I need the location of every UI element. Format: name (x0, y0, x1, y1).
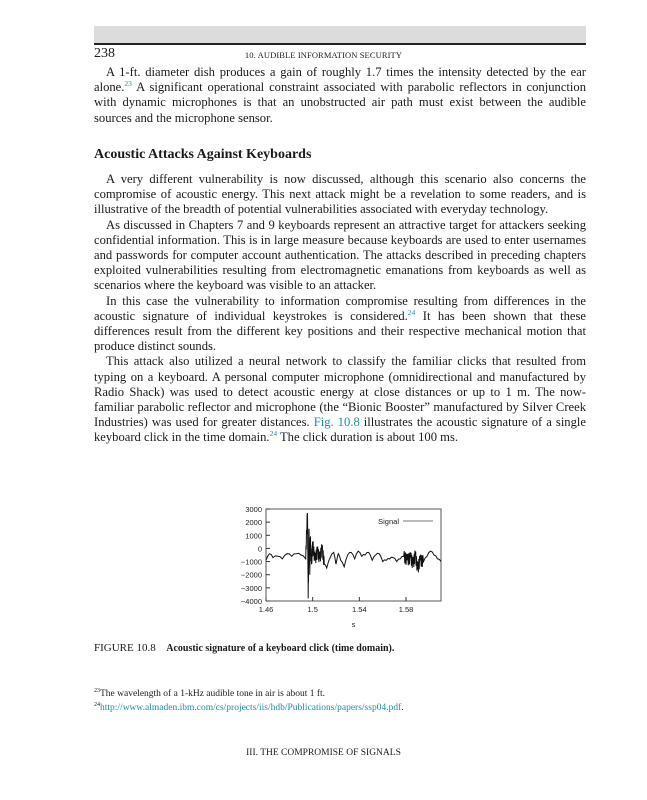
figure-label: FIGURE 10.8 (94, 642, 156, 654)
figure-caption (94, 642, 394, 654)
footnote-24-number: 24 (94, 702, 100, 708)
paragraph-3 (94, 294, 586, 355)
footnote-ref-24b[interactable]: 24 (269, 429, 278, 439)
paragraph-4-text-2: illustrates the acoustic signature of a single keyboard click in the time domain. (94, 415, 586, 445)
x-tick-label: 1.5 (307, 605, 318, 614)
footnote-24-link[interactable]: http://www.almaden.ibm.com/cs/projects/iis/hdb/Publications/papers/ssp04.pdf (100, 703, 402, 713)
figure-link[interactable]: Fig. 10.8 (313, 415, 360, 430)
header-band (94, 26, 586, 43)
legend-label: Signal (378, 517, 399, 526)
paragraph-1: A very different vulnerability is now discussed, although this scenario also concerns the compromise of acoustic energy. This next attack might be a revelation to some readers, and is illustrative of the breadth of potential vulnerabilities associated with everyday technology. (94, 172, 586, 217)
intro-paragraph-block (94, 65, 586, 126)
page-number: 238 (94, 46, 115, 61)
y-tick-label: −1000 (240, 557, 262, 567)
footnote-ref-24[interactable]: 24 (407, 307, 416, 317)
section-title: Acoustic Attacks Against Keyboards (94, 147, 312, 162)
signal-line (266, 513, 441, 599)
chart-canvas (226, 500, 446, 630)
footnote-24 (94, 701, 404, 715)
signal-chart (226, 500, 446, 630)
footnote-23 (94, 687, 404, 701)
x-tick-label: 1.46 (258, 605, 274, 614)
footnotes (94, 687, 404, 715)
header-rule (94, 43, 586, 45)
y-tick-label: 3000 (245, 505, 262, 514)
x-tick-label: 1.54 (352, 605, 367, 614)
running-head: 10. AUDIBLE INFORMATION SECURITY (244, 50, 403, 60)
page-footer: III. THE COMPROMISE OF SIGNALS (246, 748, 401, 758)
x-tick-label: 1.58 (398, 605, 414, 614)
intro-text-1: A 1-ft. diameter dish produces a gain of roughly 1.7 times the intensity detected by the ear alone. (94, 65, 586, 95)
y-tick-label: 2000 (245, 518, 262, 528)
paragraph-4-text-1: This attack also utilized a neural network to classify the familiar clicks that resulted from typing on a keyboard. A personal computer microphone (omnidirectional and manufactured by Radio Shack) was used to detect acoustic energy at close distances or up to 1 m. The now-familiar parabolic reflector and microphone (the “Bionic Booster” manufactured by Silver Creek Industries) was used for greater distances. (94, 354, 586, 430)
paragraph-3-text-1: In this case the vulnerability to information compromise resulting from differences in the acoustic signature of individual keystrokes is considered. (94, 293, 586, 323)
paragraph-4 (94, 354, 586, 445)
y-tick-label: −4000 (240, 597, 262, 606)
y-tick-label: 1000 (245, 531, 262, 541)
section-body (94, 172, 586, 446)
y-tick-label: −2000 (240, 570, 262, 580)
intro-paragraph (94, 65, 586, 126)
y-tick-label: 0 (257, 544, 262, 554)
paragraph-2: As discussed in Chapters 7 and 9 keyboards represent an attractive target for attackers seeking confidential information. This is in large measure because keyboards are used to enter usernames and passwords for computer account authentication. The attacks described in preceding chapters exploited vulnerabilities resulting from electromagnetic emanations from keyboards as well as scenarios where the keyboard was visible to an attacker. (94, 217, 586, 293)
paragraph-4-text-3: The click duration is about 100 ms. (277, 430, 459, 445)
footnote-23-text: The wavelength of a 1-kHz audible tone in air is about 1 ft. (100, 689, 326, 699)
footnote-ref-23[interactable]: 23 (124, 79, 132, 89)
paragraph-3-text-2: It has been shown that these differences result from the different key positions and their respective mechanical motion that produce distinct sounds. (94, 308, 587, 354)
footnote-23-number: 23 (94, 688, 100, 694)
figure-caption-text: Acoustic signature of a keyboard click (time domain). (166, 643, 395, 654)
y-tick-label: −3000 (240, 583, 262, 593)
intro-text-2: A significant operational constraint associated with parabolic reflectors in conjunction with dynamic microphones is that an unobstructed air path must exist between the audible sources and the microphone sensor. (94, 80, 586, 125)
x-axis-label: s (351, 620, 356, 629)
footnote-24-period: . (401, 703, 404, 713)
